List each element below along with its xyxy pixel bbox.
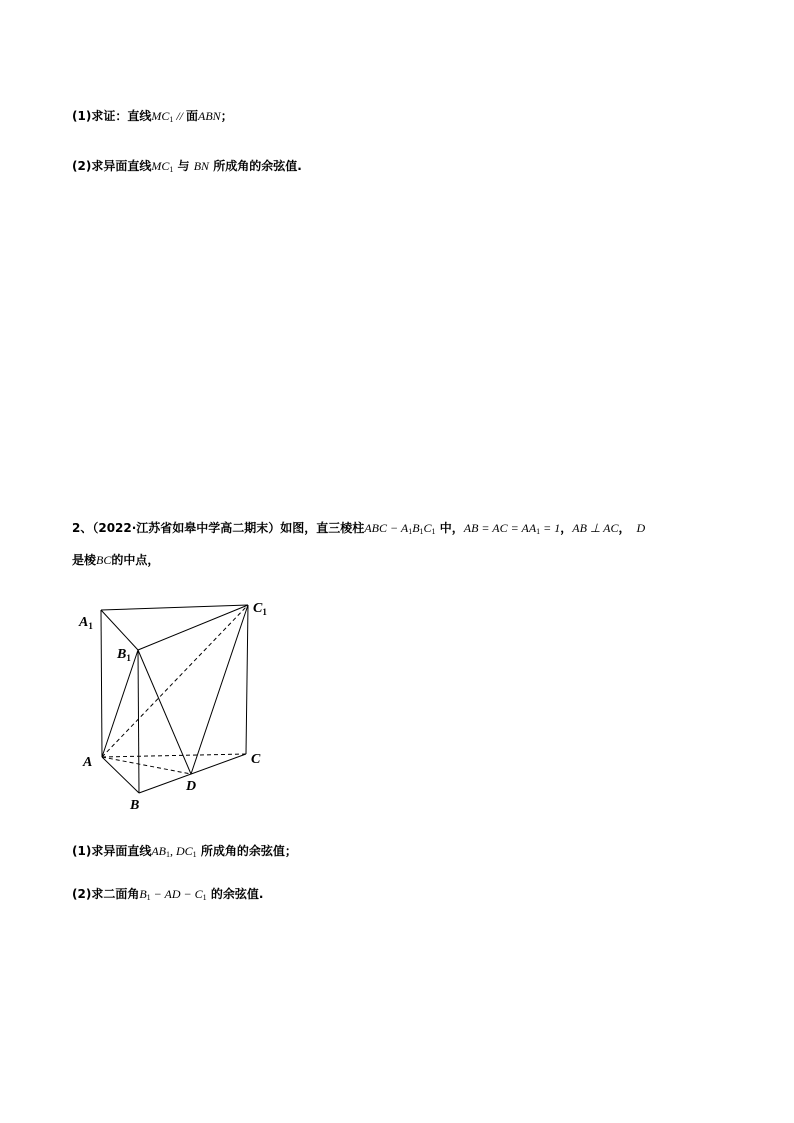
- edge-c1-c: [246, 605, 248, 754]
- q1p2-math-bn: BN: [193, 159, 210, 173]
- q1p1-prefix: (1)求证：直线: [72, 109, 152, 123]
- q1p2-mc: MC: [151, 159, 170, 173]
- q2-comma1: ，: [560, 521, 573, 535]
- edge-a1-a: [101, 610, 102, 757]
- q2p1-ab-sub: 1: [166, 850, 170, 859]
- q2l2-prefix: 是棱: [72, 553, 97, 567]
- q2-prism-a: ABC − A: [364, 521, 409, 535]
- q2-prism-sub3: 1: [431, 527, 436, 536]
- q2-math-perp: AB ⊥ AC: [572, 521, 619, 535]
- question2-intro-line2: [72, 552, 159, 568]
- edge-b1-d: [138, 650, 191, 774]
- q2-prism-sub1: 1: [408, 527, 413, 536]
- q2-eq-sub: 1: [536, 527, 541, 536]
- q2p2-b-sub: 1: [146, 893, 151, 902]
- q1p1-mc: MC: [151, 109, 170, 123]
- question2-intro: [72, 520, 645, 536]
- q2-mid: 中，: [435, 521, 464, 535]
- q2p1-dc-sub: 1: [192, 850, 197, 859]
- label-b: B: [130, 798, 140, 813]
- label-a: A: [83, 755, 93, 770]
- edge-a-c1-dashed: [102, 605, 248, 757]
- label-a1: $A_1$: [79, 615, 93, 631]
- q2p1-prefix: (1)求异面直线: [72, 844, 152, 858]
- label-c: C: [251, 752, 261, 767]
- q1p2-math-mc1: [151, 159, 173, 173]
- label-c1: $C_1$: [253, 601, 267, 617]
- q2-eq: AB = AC = AA: [463, 521, 537, 535]
- q2p2-mid: − AD − C: [150, 887, 203, 901]
- question1-part1: [72, 108, 233, 124]
- q2p2-math-dihedral: [139, 887, 206, 901]
- q1p2-mid: 与: [173, 159, 194, 173]
- question2-part2: [72, 886, 263, 902]
- q2-prism-c: C: [423, 521, 432, 535]
- q2p2-c-sub: 1: [202, 893, 207, 902]
- q1p2-end: 所成角的余弦值.: [209, 159, 302, 173]
- q1p2-prefix: (2)求异面直线: [72, 159, 152, 173]
- question2-part1: [72, 843, 297, 859]
- edge-a1-c1: [101, 605, 248, 610]
- q2-prism-b: B: [412, 521, 420, 535]
- q1p1-math-abn: ABN: [198, 109, 221, 123]
- q2p1-end: 所成角的余弦值；: [196, 844, 297, 858]
- q2-prefix: 2、（2022·江苏省如皋中学高二期末）如图，直三棱柱: [72, 521, 365, 535]
- edge-a1-b1: [101, 610, 138, 650]
- q2-math-d: D: [636, 521, 646, 535]
- q1p2-mc-sub: 1: [169, 165, 174, 174]
- q2-comma2: ，: [618, 521, 631, 535]
- q2-eq-end: = 1: [540, 521, 561, 535]
- edge-a-d-dashed: [102, 757, 191, 774]
- q2p1-sep: ,: [170, 844, 176, 858]
- q1p1-mc-sub: 1: [169, 115, 174, 124]
- q1p1-parallel: //: [173, 109, 186, 123]
- edge-d-c1: [191, 605, 248, 774]
- edge-a-c-dashed: [102, 754, 246, 757]
- prism-figure: [70, 590, 290, 820]
- edge-a-b: [102, 757, 139, 793]
- label-b1: $B_1$: [117, 647, 131, 663]
- q2l2-end: 的中点，: [111, 553, 160, 567]
- q2p2-end: 的余弦值.: [206, 887, 264, 901]
- q2p2-b: B: [139, 887, 147, 901]
- q2p1-ab: AB: [151, 844, 166, 858]
- q2l2-math-bc: BC: [96, 553, 112, 567]
- q2p1-math-dc1: [176, 844, 197, 858]
- q1p1-math-mc1: [151, 109, 173, 123]
- q2p2-prefix: (2)求二面角: [72, 887, 140, 901]
- q2p1-math-ab1: [151, 844, 170, 858]
- q2-math-prism: [364, 521, 435, 535]
- q1p1-end: ；: [220, 109, 233, 123]
- q2p1-dc: DC: [176, 844, 193, 858]
- edge-b1-b: [138, 650, 139, 793]
- q2-math-eq: [464, 521, 561, 535]
- edge-b1-c1: [138, 605, 248, 650]
- label-d: D: [186, 779, 197, 794]
- q1p1-mid: 面: [186, 109, 199, 123]
- question1-part2: [72, 158, 302, 174]
- q2-prism-sub2: 1: [419, 527, 424, 536]
- edge-a-b1: [102, 650, 138, 757]
